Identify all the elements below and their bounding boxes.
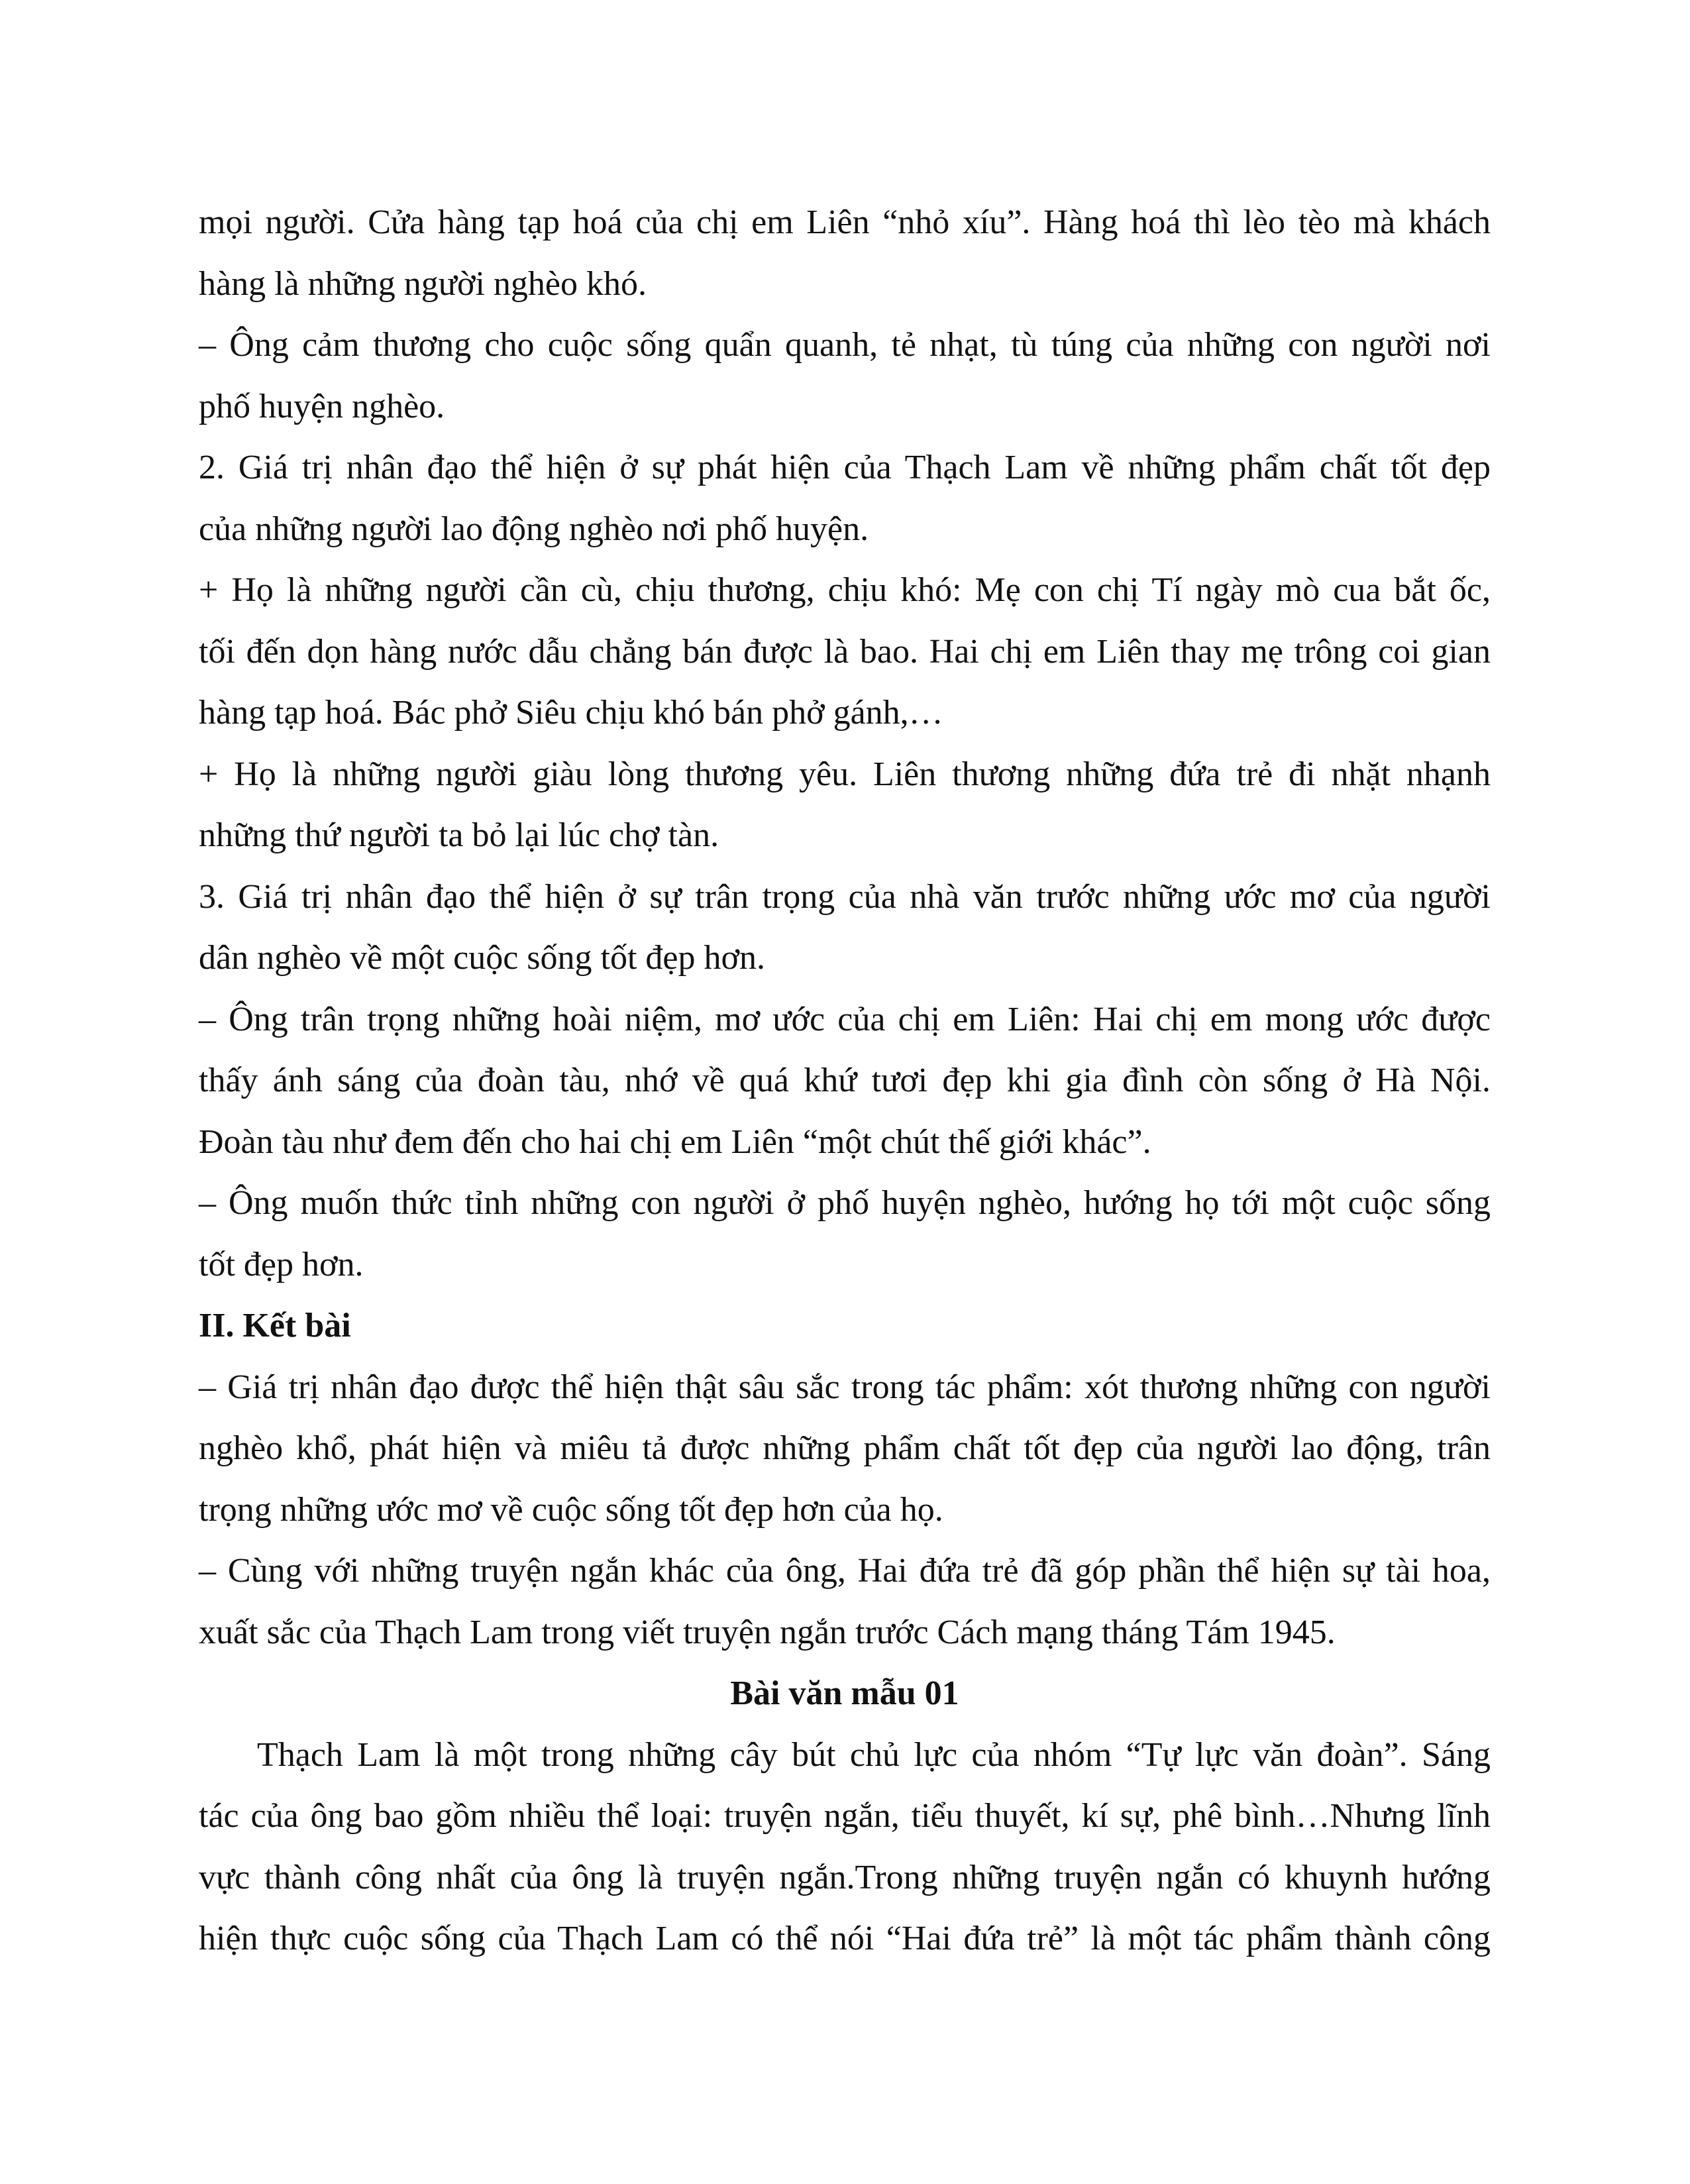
text-line: tác của ông bao gồm nhiều thể loại: truyện ngắn, tiểu thuyết, kí sự, phê bình…Nhưng lĩnh — [199, 1797, 1491, 1835]
text-line: vực thành công nhất của ông là truyện ngắn.Trong những truyện ngắn có khuynh hướng — [199, 1858, 1491, 1896]
sample-essay-title: Bài văn mẫu 01 — [730, 1674, 959, 1712]
text-line: mọi người. Cửa hàng tạp hoá của chị em Liên “nhỏ xíu”. Hàng hoá thì lèo tèo mà khách — [199, 203, 1491, 241]
text-line: tối đến dọn hàng nước dẫu chẳng bán được là bao. Hai chị em Liên thay mẹ trông coi gian — [199, 632, 1491, 671]
text-line: 3. Giá trị nhân đạo thể hiện ở sự trân trọng của nhà văn trước những ước mơ của người — [199, 877, 1491, 916]
text-line: tốt đẹp hơn. — [199, 1245, 364, 1283]
text-line: trọng những ước mơ về cuộc sống tốt đẹp hơn của họ. — [199, 1490, 943, 1529]
section-heading-conclusion: II. Kết bài — [199, 1307, 351, 1344]
text-line: những thứ người ta bỏ lại lúc chợ tàn. — [199, 816, 719, 854]
text-line: + Họ là những người giàu lòng thương yêu. Liên thương những đứa trẻ đi nhặt nhạnh — [199, 755, 1491, 793]
text-line: phố huyện nghèo. — [199, 387, 445, 425]
text-line: hàng là những người nghèo khó. — [199, 264, 647, 303]
text-line: Thạch Lam là một trong những cây bút chủ lực của nhóm “Tự lực văn đoàn”. Sáng — [257, 1735, 1491, 1774]
text-line: – Ông muốn thức tỉnh những con người ở phố huyện nghèo, hướng họ tới một cuộc sống — [199, 1184, 1491, 1222]
document-page — [199, 192, 1491, 1970]
text-line: – Ông trân trọng những hoài niệm, mơ ước của chị em Liên: Hai chị em mong ước được — [199, 1000, 1491, 1038]
text-line: 2. Giá trị nhân đạo thể hiện ở sự phát hiện của Thạch Lam về những phẩm chất tốt đẹp — [199, 449, 1491, 486]
text-line: + Họ là những người cần cù, chịu thương, chịu khó: Mẹ con chị Tí ngày mò cua bắt ốc, — [199, 571, 1491, 609]
text-line: – Giá trị nhân đạo được thể hiện thật sâu sắc trong tác phẩm: xót thương những con người — [199, 1368, 1491, 1406]
text-line: hàng tạp hoá. Bác phở Siêu chịu khó bán phở gánh,… — [199, 694, 943, 732]
text-line: – Ông cảm thương cho cuộc sống quẩn quanh, tẻ nhạt, tù túng của những con người nơi — [199, 326, 1491, 364]
text-line: nghèo khổ, phát hiện và miêu tả được những phẩm chất tốt đẹp của người lao động, trân — [199, 1429, 1491, 1467]
text-line: hiện thực cuộc sống của Thạch Lam có thể nói “Hai đứa trẻ” là một tác phẩm thành công — [199, 1920, 1491, 1957]
text-line: – Cùng với những truyện ngắn khác của ông, Hai đứa trẻ đã góp phần thể hiện sự tài hoa, — [199, 1552, 1491, 1590]
text-line: xuất sắc của Thạch Lam trong viết truyện ngắn trước Cách mạng tháng Tám 1945. — [199, 1613, 1336, 1651]
text-line: thấy ánh sáng của đoàn tàu, nhớ về quá khứ tươi đẹp khi gia đình còn sống ở Hà Nội. — [199, 1062, 1491, 1099]
text-line: của những người lao động nghèo nơi phố huyện. — [199, 510, 869, 548]
text-line: Đoàn tàu như đem đến cho hai chị em Liên “một chút thế giới khác”. — [199, 1122, 1151, 1161]
text-line: dân nghèo về một cuộc sống tốt đẹp hơn. — [199, 939, 766, 977]
